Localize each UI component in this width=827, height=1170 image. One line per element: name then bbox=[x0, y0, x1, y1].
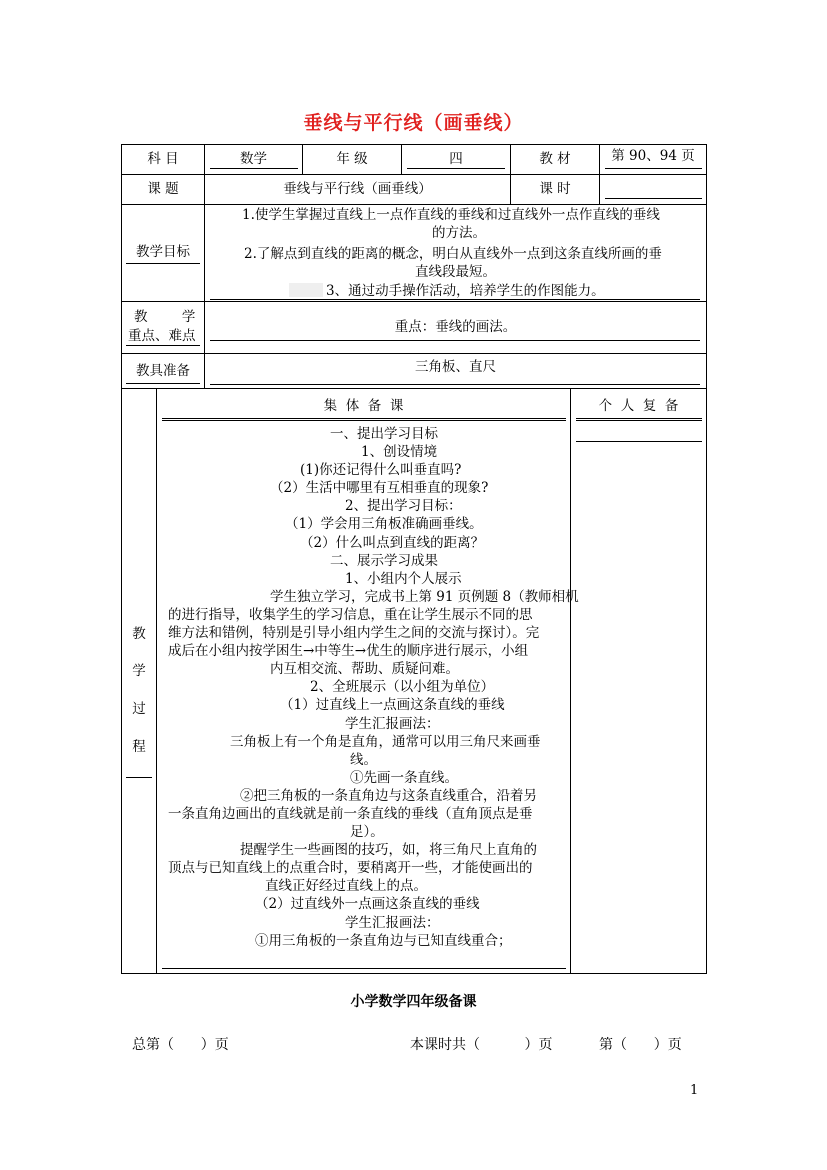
process-line: 1、小组内个人展示 bbox=[345, 570, 462, 587]
process-line: （2）生活中哪里有互相垂直的现象? bbox=[270, 480, 489, 497]
grade-label: 年 级 bbox=[336, 151, 368, 167]
process-label-char-1: 教 bbox=[132, 626, 146, 642]
personal-header: 个 人 复 备 bbox=[598, 398, 679, 414]
textbook-value: 第 90、94 页 bbox=[611, 148, 695, 164]
process-line: 线。 bbox=[350, 751, 377, 768]
footer-period-pages: 本课时共（ ）页 bbox=[410, 1037, 553, 1053]
subject-label: 科 目 bbox=[147, 151, 179, 167]
period-label: 课 时 bbox=[539, 181, 571, 197]
subject-value: 数学 bbox=[240, 151, 267, 167]
process-line: 一、提出学习目标 bbox=[330, 426, 438, 442]
process-line: 提醒学生一些画图的技巧，如，将三角尺上直角的 bbox=[240, 842, 537, 859]
process-line: 足）。 bbox=[350, 824, 384, 841]
process-line: 2、提出学习目标： bbox=[345, 498, 462, 515]
goal-line-2: 的方法。 bbox=[432, 225, 486, 241]
process-line: 直线正好经过直线上的点。 bbox=[265, 878, 427, 895]
process-line: 顶点与已知直线上的点重合时，要稍离开一些，才能使画出的 bbox=[168, 860, 533, 877]
footer-page-of: 第（ ）页 bbox=[599, 1037, 682, 1053]
process-line: 的进行指导，收集学生的学习信息，重在让学生展示不同的思 bbox=[168, 606, 533, 623]
topic-label: 课 题 bbox=[147, 181, 179, 197]
document-title: 垂线与平行线（画垂线） bbox=[303, 112, 524, 134]
process-line: ①先画一条直线。 bbox=[350, 769, 458, 786]
goals-label: 教学目标 bbox=[136, 244, 190, 260]
process-line: ①用三角板的一条直角边与已知直线重合； bbox=[255, 932, 512, 949]
footer-total-pages: 总第（ ）页 bbox=[132, 1037, 229, 1053]
keypoints-label-2: 重点、难点 bbox=[128, 328, 196, 344]
process-line: 内互相交流、帮助、质疑问难。 bbox=[270, 661, 459, 678]
process-line: 2、全班展示（以小组为单位） bbox=[310, 679, 495, 696]
goal-line-3: 2.了解点到直线的距离的概念，明白从直线外一点到这条直线所画的垂 bbox=[244, 246, 662, 262]
process-line: 维方法和错例，特别是引导小组内学生之间的交流与探讨）。完 bbox=[168, 625, 540, 642]
process-line: 学生独立学习，完成书上第 91 页例题 8（教师相机 bbox=[270, 588, 579, 605]
footer-title: 小学数学四年级备课 bbox=[350, 994, 477, 1010]
topic-value: 垂线与平行线（画垂线） bbox=[283, 181, 432, 197]
process-line: 一条直角边画出的直线就是前一条直线的垂线（直角顶点是垂 bbox=[168, 805, 533, 822]
process-label-char-4: 程 bbox=[132, 739, 146, 755]
process-line: 三角板上有一个角是直角，通常可以用三角尺来画垂 bbox=[230, 733, 541, 750]
highlight-mark bbox=[289, 283, 323, 297]
goal-line-5: 3、通过动手操作活动，培养学生的作图能力。 bbox=[326, 283, 605, 299]
process-line: （2）什么叫点到直线的距离？ bbox=[300, 534, 485, 551]
collective-header: 集 体 备 课 bbox=[323, 398, 404, 414]
process-line: 成后在小组内按学困生→中等生→优生的顺序进行展示，小组 bbox=[168, 643, 529, 660]
textbook-label: 教 材 bbox=[539, 151, 571, 167]
process-line: 二、展示学习成果 bbox=[330, 552, 438, 569]
process-content bbox=[162, 425, 579, 950]
process-line: (1)你还记得什么叫垂直吗? bbox=[300, 462, 462, 479]
goal-line-1: 1.使学生掌握过直线上一点作直线的垂线和过直线外一点作直线的垂线 bbox=[242, 207, 660, 223]
tools-label: 教具准备 bbox=[136, 363, 190, 379]
page-number: 1 bbox=[690, 1083, 699, 1098]
grade-value: 四 bbox=[449, 151, 463, 167]
process-line: 1、创设情境 bbox=[361, 444, 438, 461]
process-line: （2）过直线外一点画这条直线的垂线 bbox=[255, 896, 480, 913]
process-line: （1）学会用三角板准确画垂线。 bbox=[285, 516, 483, 533]
keypoints-label-1: 教 学 bbox=[134, 309, 196, 325]
process-label-char-3: 过 bbox=[132, 701, 146, 717]
process-line: 学生汇报画法： bbox=[345, 914, 440, 931]
tools-value: 三角板、直尺 bbox=[415, 359, 496, 375]
process-line: （1）过直线上一点画这条直线的垂线 bbox=[280, 697, 505, 714]
goal-line-4: 直线段最短。 bbox=[415, 264, 496, 280]
process-line: ②把三角板的一条直角边与这条直线重合，沿着另 bbox=[240, 787, 537, 804]
process-line: 学生汇报画法： bbox=[345, 715, 440, 732]
process-label-char-2: 学 bbox=[132, 663, 146, 679]
keypoints-value: 重点：垂线的画法。 bbox=[394, 319, 517, 335]
